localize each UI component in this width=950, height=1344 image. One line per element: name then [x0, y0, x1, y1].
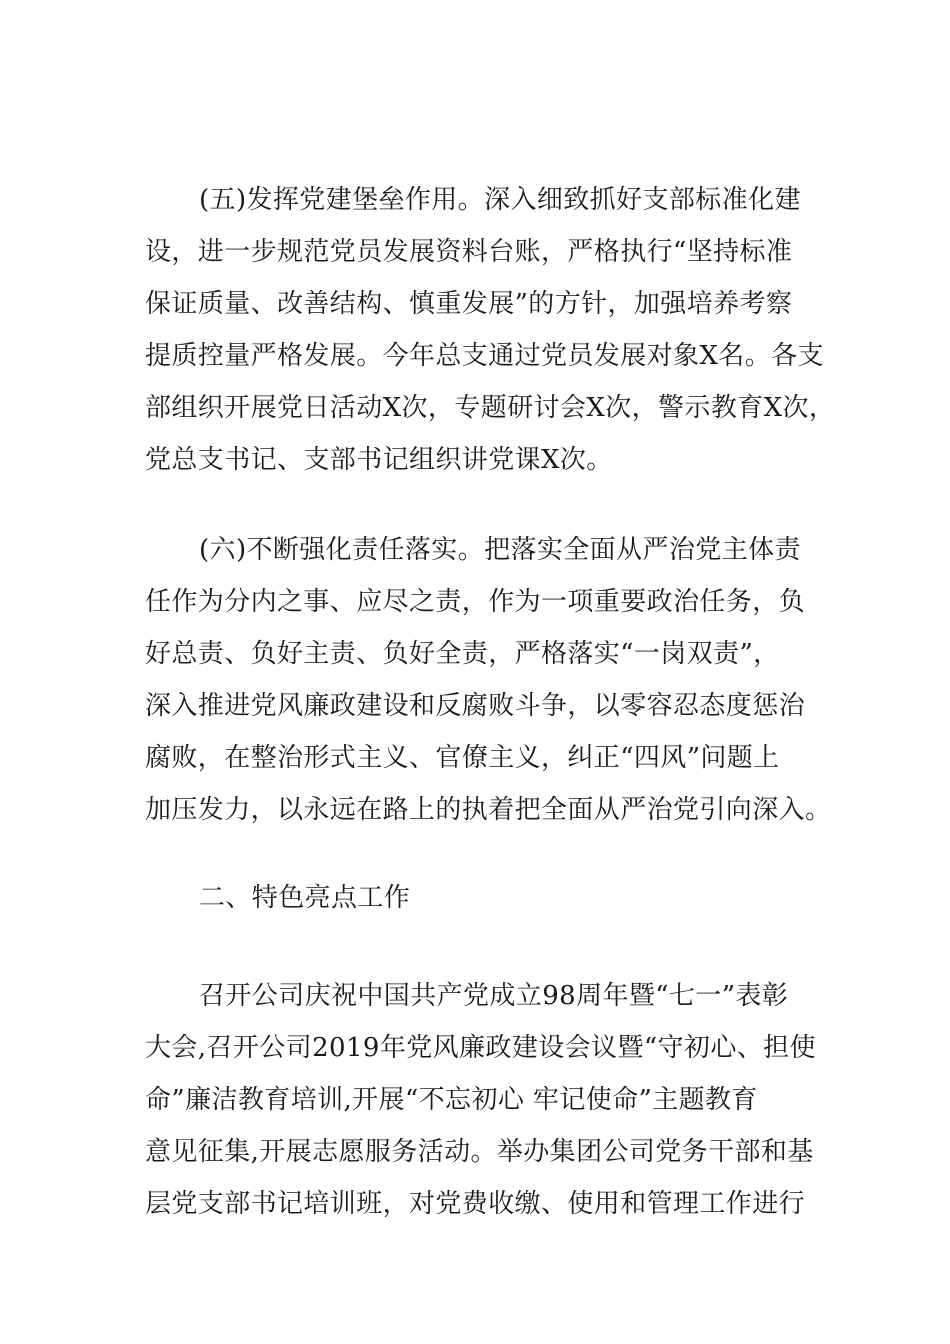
text-line: 召开公司庆祝中国共产党成立98周年暨“七一”表彰: [199, 981, 789, 1011]
heading-text: 二、特色亮点工作: [199, 883, 411, 913]
text-line: 提质控量严格发展。今年总支通过党员发展对象X名。各支: [145, 341, 824, 371]
text-line: 好总责、负好主责、负好全责，严格落实“一岗双责”，: [145, 639, 780, 669]
text-line: (六)不断强化责任落实。把落实全面从严治党主体责: [199, 535, 801, 565]
text-line: (五)发挥党建堡垒作用。深入细致抓好支部标准化建: [199, 185, 801, 215]
text-line: 保证质量、改善结构、慎重发展”的方针，加强培养考察: [145, 289, 793, 319]
text-line: 设，进一步规范党员发展资料台账，严格执行“坚持标准: [145, 237, 793, 267]
paragraph-highlights: [145, 970, 815, 1230]
paragraph-section-six: [145, 524, 832, 836]
text-line: 腐败，在整治形式主义、官僚主义，纠正“四风”问题上: [145, 743, 780, 773]
text-line: 层党支部书记培训班，对党费收缴、使用和管理工作进行: [145, 1189, 806, 1219]
text-line: 大会,召开公司2019年党风廉政建设会议暨“守初心、担使: [145, 1033, 816, 1063]
section-heading: [145, 872, 815, 924]
text-line: 意见征集,开展志愿服务活动。举办集团公司党务干部和基: [145, 1137, 814, 1167]
text-line: 任作为分内之事、应尽之责，作为一项重要政治任务，负: [145, 587, 806, 617]
text-line: 加压发力，以永远在路上的执着把全面从严治党引向深入。: [145, 795, 832, 825]
text-line: 党总支书记、支部书记组织讲党课X次。: [145, 445, 613, 475]
paragraph-section-five: [145, 174, 836, 486]
text-line: 部组织开展党日活动X次，专题研讨会X次，警示教育X次，: [145, 393, 836, 423]
text-line: 命”廉洁教育培训,开展“不忘初心 牢记使命”主题教育: [145, 1085, 758, 1115]
text-line: 深入推进党风廉政建设和反腐败斗争，以零容忍态度惩治: [145, 691, 806, 721]
